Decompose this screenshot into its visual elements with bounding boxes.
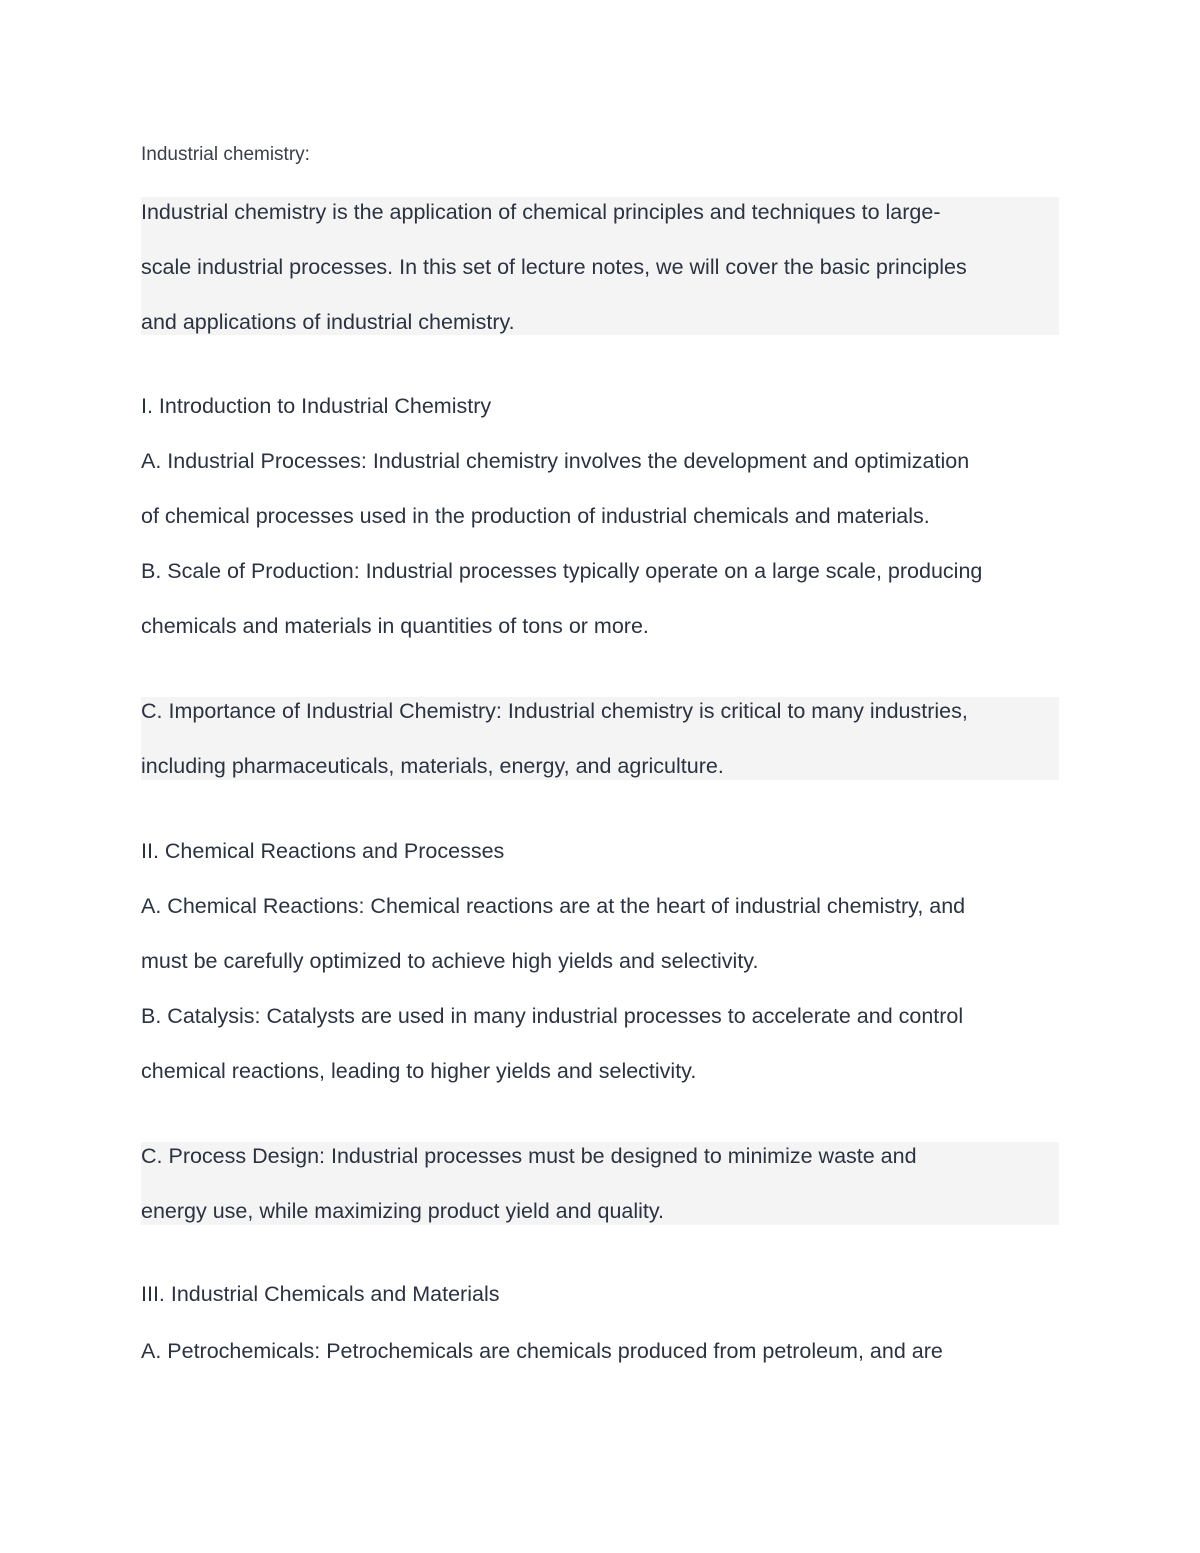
paragraph-line: C. Process Design: Industrial processes must be designed to minimize waste and bbox=[141, 1144, 917, 1168]
paragraph-line: chemical reactions, leading to higher yields and selectivity. bbox=[141, 1059, 697, 1083]
intro-line: scale industrial processes. In this set of lecture notes, we will cover the basic principles bbox=[141, 255, 967, 279]
intro-line: Industrial chemistry is the application of chemical principles and techniques to large- bbox=[141, 200, 941, 224]
section-heading: I. Introduction to Industrial Chemistry bbox=[141, 394, 492, 418]
document-title: Industrial chemistry: bbox=[141, 144, 310, 165]
paragraph-line: including pharmaceuticals, materials, energy, and agriculture. bbox=[141, 754, 724, 778]
intro-line: and applications of industrial chemistry. bbox=[141, 310, 515, 334]
paragraph-line: A. Industrial Processes: Industrial chemistry involves the development and optimization bbox=[141, 449, 970, 473]
section-heading: III. Industrial Chemicals and Materials bbox=[141, 1282, 500, 1306]
paragraph-line: must be carefully optimized to achieve high yields and selectivity. bbox=[141, 949, 759, 973]
paragraph-line: chemicals and materials in quantities of tons or more. bbox=[141, 614, 649, 638]
section-heading: II. Chemical Reactions and Processes bbox=[141, 839, 505, 863]
paragraph-line: of chemical processes used in the production of industrial chemicals and materials. bbox=[141, 504, 930, 528]
paragraph-line: energy use, while maximizing product yield and quality. bbox=[141, 1199, 665, 1223]
paragraph-line: A. Chemical Reactions: Chemical reactions are at the heart of industrial chemistry, and bbox=[141, 894, 966, 918]
paragraph-line: A. Petrochemicals: Petrochemicals are chemicals produced from petroleum, and are bbox=[141, 1339, 943, 1363]
paragraph-line: B. Catalysis: Catalysts are used in many industrial processes to accelerate and control bbox=[141, 1004, 964, 1028]
paragraph-line: B. Scale of Production: Industrial processes typically operate on a large scale, producing bbox=[141, 559, 983, 583]
paragraph-line: C. Importance of Industrial Chemistry: Industrial chemistry is critical to many industries, bbox=[141, 699, 968, 723]
